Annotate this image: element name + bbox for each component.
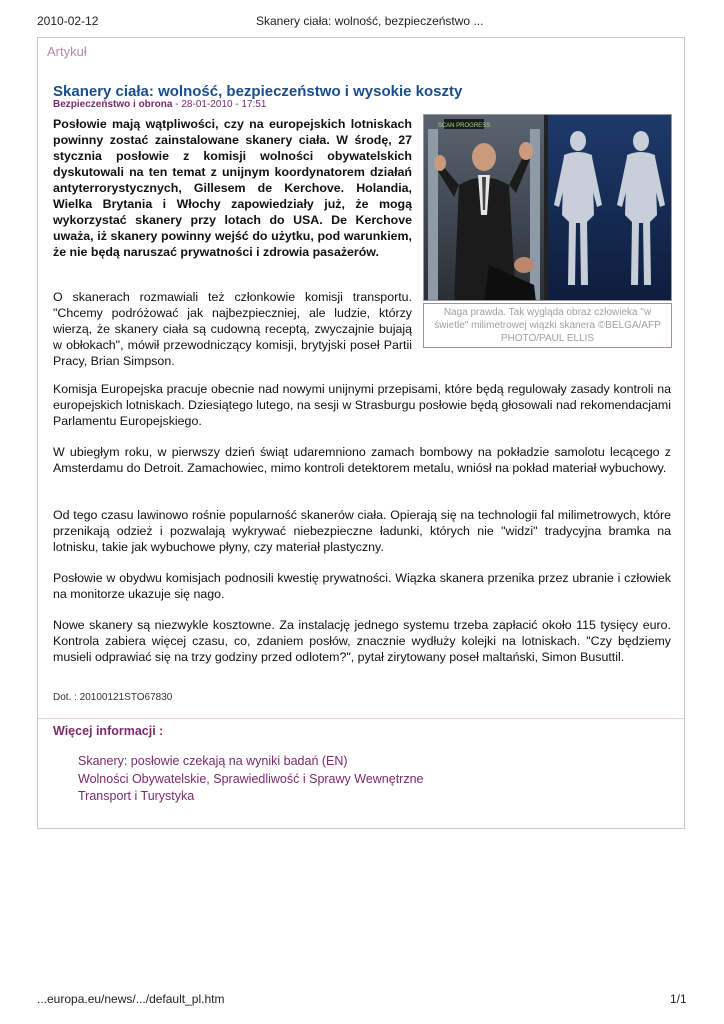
document-reference: Dot. : 20100121STO67830 xyxy=(53,692,173,703)
more-info-links xyxy=(78,753,424,806)
article-title: Skanery ciała: wolność, bezpieczeństwo i wysokie koszty xyxy=(53,83,463,100)
article-paragraph: W ubiegłym roku, w pierwszy dzień świąt udaremniono zamach bombowy na pokładzie samolotu lecącego z Amsterdamu do Detroit. Zamachowiec, mimo kontroli detektorem metalu, wniósł na pokład materiał wybuchowy. xyxy=(53,445,671,475)
print-footer-url: ...europa.eu/news/.../default_pl.htm xyxy=(37,992,225,1006)
article-meta xyxy=(53,99,266,110)
article-paragraph: Nowe skanery są niezwykle kosztowne. Za instalację jednego systemu trzeba zapłacić około 115 tysięcy euro. Kontrola zabiera więcej czasu, co, zdaniem posłów, znacznie wydłuży kolejki na lotniskach. "Czy będziemy musieli odprawiać się na trzy godziny przed odlotem?", pytał zirytowany poseł maltański, Simon Busuttil. xyxy=(53,618,671,664)
article-paragraph: Od tego czasu lawinowo rośnie popularność skanerów ciała. Opierają się na technologii fal milimetrowych, które przenikają odzież i pozwalają wykrywać niebezpieczne ładunki, których nie "widzi" tradycyjna bramka na lotnisku, takie jak wybuchowe płyny, czy materiał plastyczny. xyxy=(53,508,671,554)
link-civil-liberties-committee[interactable]: Wolności Obywatelskie, Sprawiedliwość i Sprawy Wewnętrzne xyxy=(78,771,424,786)
article-category: Bezpieczeństwo i obrona xyxy=(53,99,173,110)
scanner-illustration xyxy=(424,115,672,301)
body-scanner-photo xyxy=(423,114,672,301)
link-scanners-research[interactable]: Skanery: posłowie czekają na wyniki badań (EN) xyxy=(78,754,348,768)
meta-separator: - xyxy=(172,99,182,110)
article-date: 28-01-2010 - 17:51 xyxy=(181,99,267,110)
article-paragraph: Posłowie w obydwu komisjach podnosili kwestię prywatności. Wiązka skanera przenika przez ubranie i człowiek na monitorze ukazuje się nago. xyxy=(53,571,671,601)
article-frame xyxy=(37,37,685,829)
article-figure xyxy=(423,114,672,348)
article-paragraph: Komisja Europejska pracuje obecnie nad nowymi unijnymi przepisami, które będą regulowały zasady kontroli na europejskich lotniskach. Dziesiątego lutego, na sesji w Strasburgu posłowie będą głosowali nad rekomendacjami Parlamentu Europejskiego. xyxy=(53,382,671,428)
print-date: 2010-02-12 xyxy=(37,14,99,28)
more-info-heading: Więcej informacji : xyxy=(53,724,164,738)
scan-sign: SCAN PROGRESS xyxy=(437,123,491,129)
article-lead: Posłowie mają wątpliwości, czy na europejskich lotniskach powinny zostać zainstalowane skanery ciała. W środę, 27 stycznia posłowie z komisji wolności obywatelskich dyskutowali na ten temat z unijnym koordynatorem działań antyterrorystycznych, Gillesem de Kerchove. Holandia, Wielka Brytania i Włochy zapowiedziały już, że mogą wykorzystać skanery przy lotach do USA. De Kerchove uważa, iż skanery powinny wejść do użytku, pod warunkiem, że nie będą naruszać prywatności i zdrowia pasażerów. xyxy=(53,117,412,259)
article-paragraph: O skanerach rozmawiali też członkowie komisji transportu. "Chcemy podróżować jak najbezpieczniej, ale ludzie, którzy wierzą, że skanery ciała są cudowną receptą, zwyczajnie bujają w obłokach", mówił przewodniczący komisji, brytyjski poseł Partii Pracy, Brian Simpson. xyxy=(53,290,412,368)
print-page-number: 1/1 xyxy=(670,992,687,1006)
print-page-title: Skanery ciała: wolność, bezpieczeństwo ... xyxy=(256,14,484,28)
figure-caption: Naga prawda. Tak wygląda obraz człowieka "w świetle" milimetrowej wiązki skanera ©BELGA/AFP PHOTO/PAUL ELLIS xyxy=(423,303,672,348)
link-transport-committee[interactable]: Transport i Turystyka xyxy=(78,789,195,803)
section-divider xyxy=(38,718,684,719)
section-label: Artykuł xyxy=(47,44,87,59)
